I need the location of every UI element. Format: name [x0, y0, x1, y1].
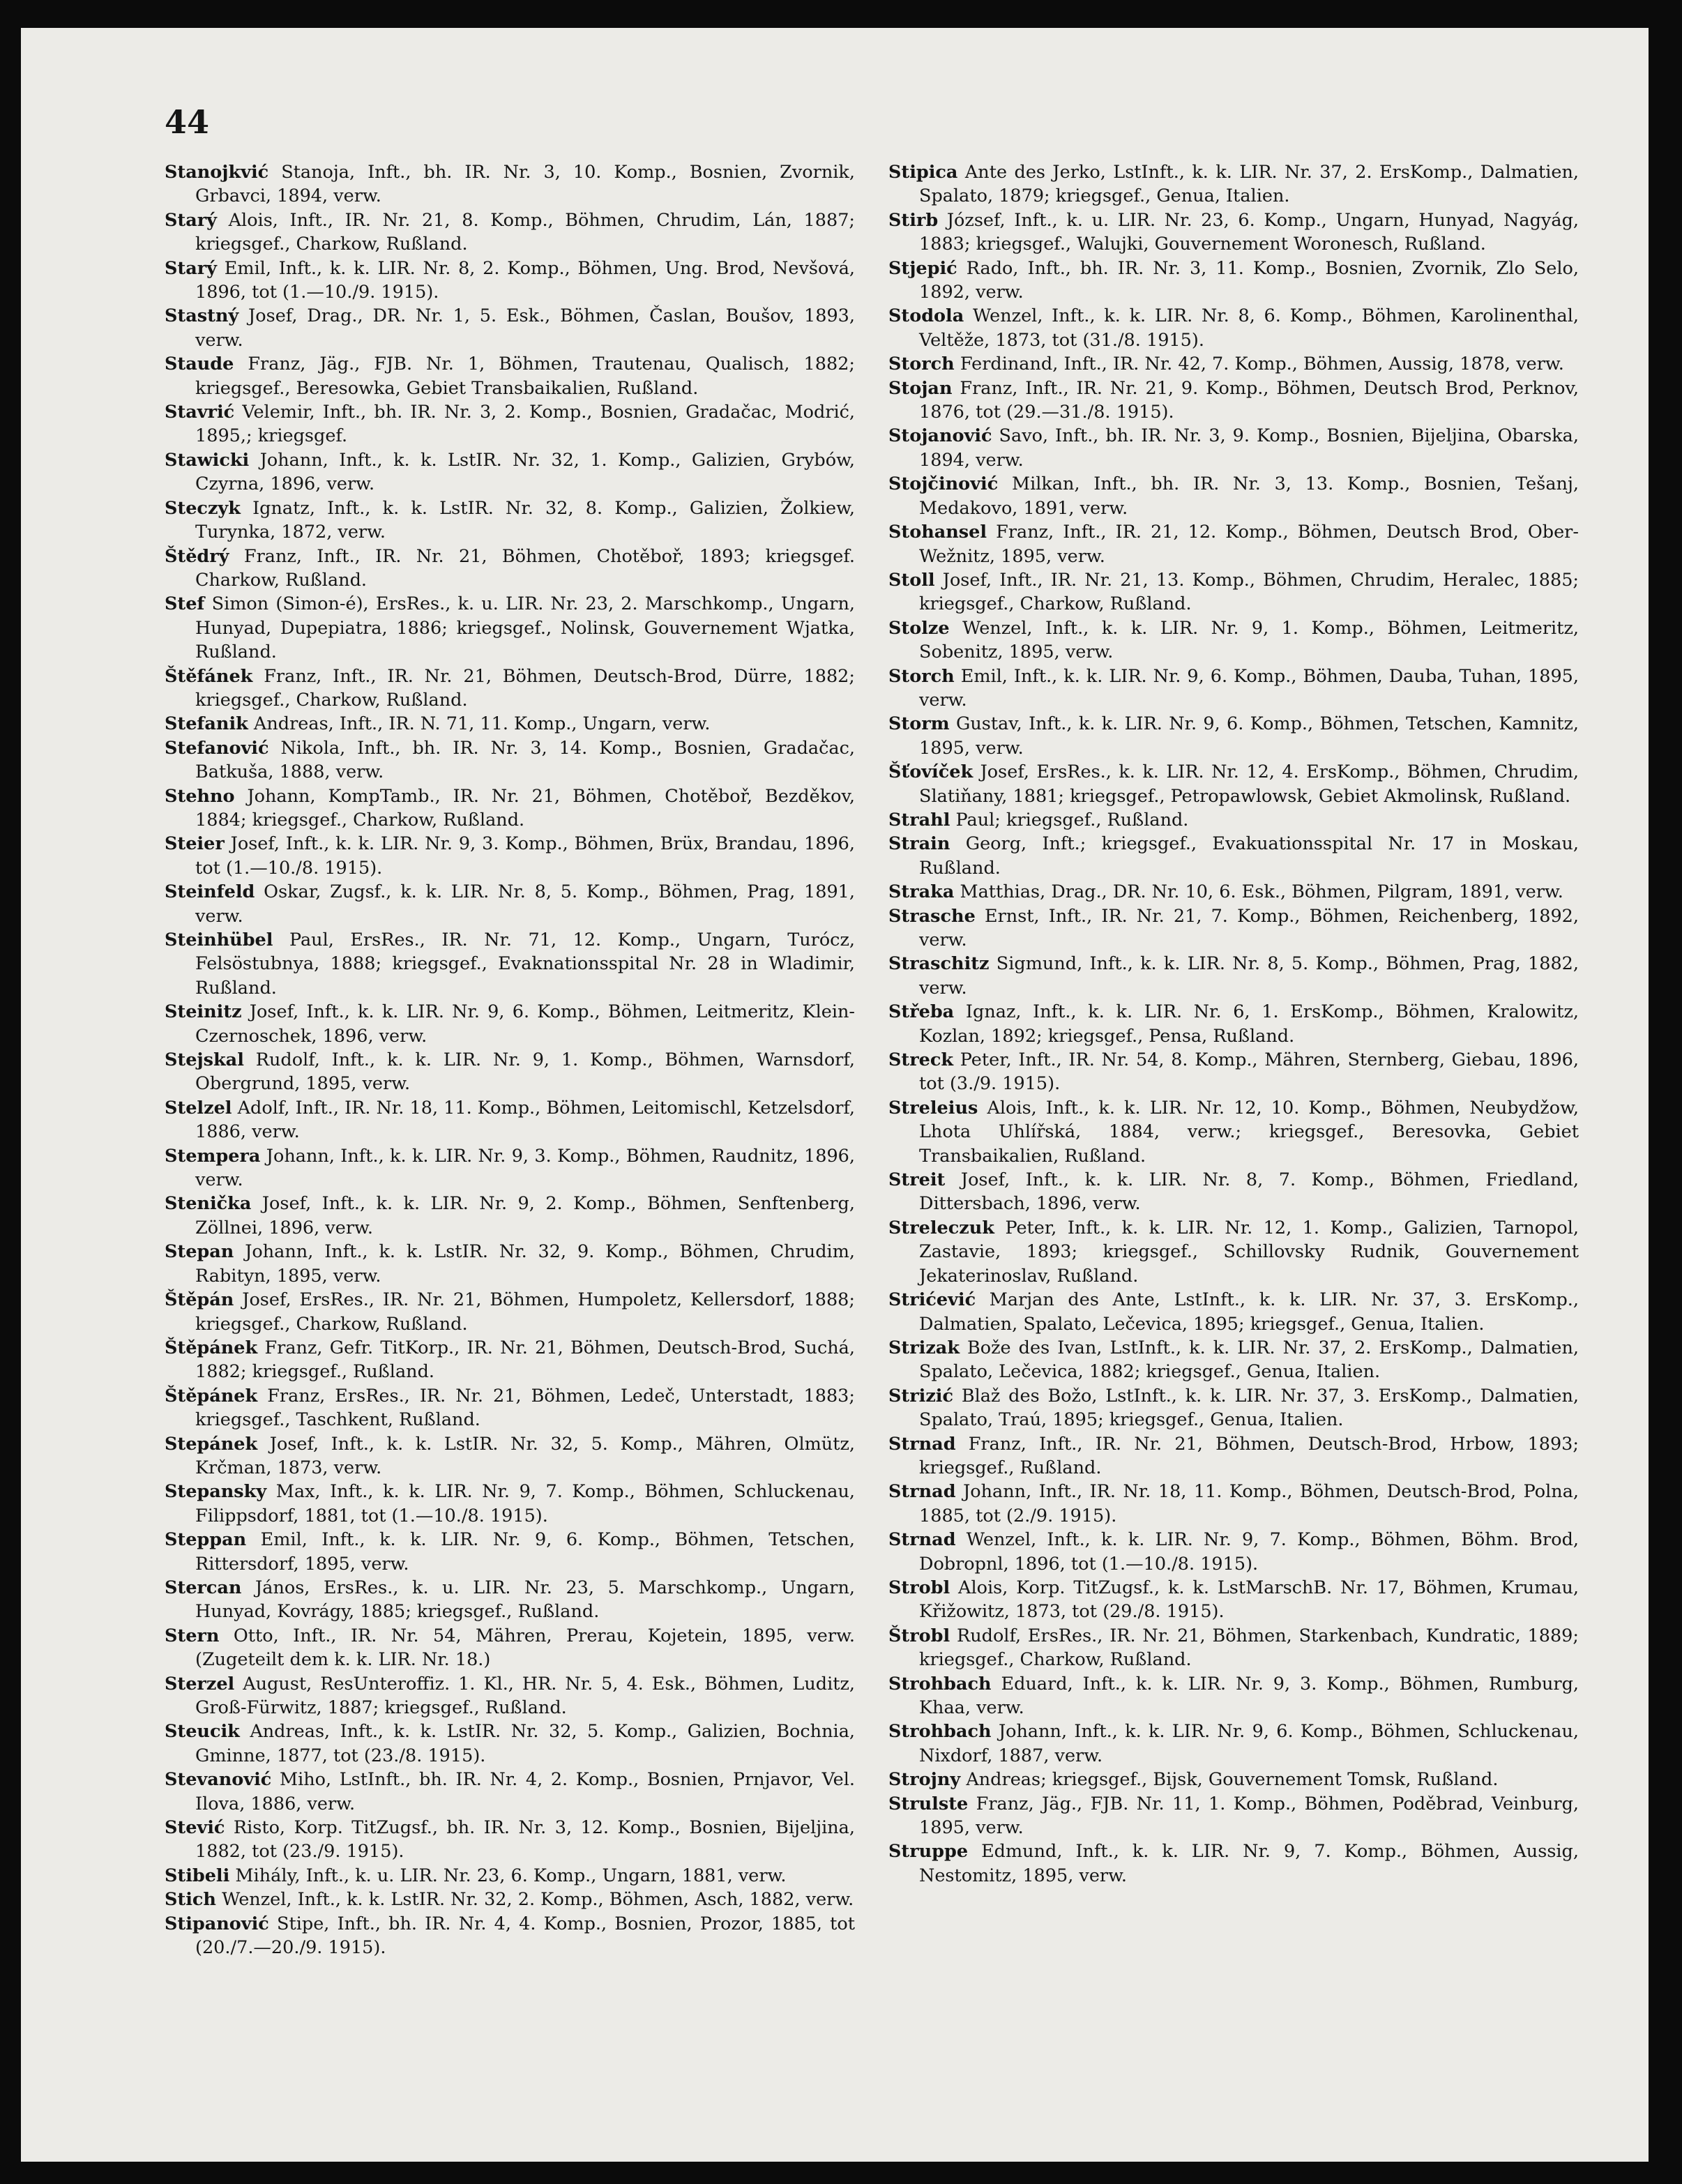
entry-details: Josef, Inft., k. k. LIR. Nr. 8, 7. Komp., Böhmen, Friedland, Dittersbach, 1896, verw. — [919, 1169, 1579, 1215]
entry-details: Otto, Inft., IR. Nr. 54, Mähren, Prerau, Kojetein, 1895, verw. (Zugeteilt dem k. k. LIR. Nr. 18.) — [195, 1625, 855, 1671]
entry-details: Risto, Korp. TitZugsf., bh. IR. Nr. 3, 12. Komp., Bosnien, Bijeljina, 1882, tot (23./9. 1915). — [195, 1817, 855, 1863]
register-entry — [888, 424, 1579, 472]
register-entry — [165, 1096, 855, 1144]
entry-surname: Stern — [165, 1625, 220, 1646]
entry-details: Emil, Inft., k. k. LIR. Nr. 9, 6. Komp., Böhmen, Dauba, Tuhan, 1895, verw. — [919, 665, 1579, 711]
entry-surname: Strnad — [888, 1433, 956, 1455]
register-entry — [888, 1768, 1579, 1791]
entry-surname: Stich — [165, 1889, 216, 1911]
entry-details: Matthias, Drag., DR. Nr. 10, 6. Esk., Böhmen, Pilgram, 1891, verw. — [960, 881, 1563, 903]
entry-surname: Štěpánek — [165, 1385, 258, 1406]
entry-details: Johann, Inft., k. k. LstIR. Nr. 32, 1. Komp., Galizien, Grybów, Czyrna, 1896, verw. — [195, 449, 855, 495]
entry-surname: Stefanović — [165, 737, 269, 759]
entry-surname: Stempera — [165, 1145, 261, 1167]
register-entry — [165, 545, 855, 593]
register-entry — [165, 712, 855, 736]
entry-details: Josef, ErsRes., IR. Nr. 21, Böhmen, Humpoletz, Kellersdorf, 1888; kriegsgef., Charkow, Rußland. — [195, 1289, 855, 1335]
entry-details: Eduard, Inft., k. k. LIR. Nr. 9, 3. Komp., Böhmen, Rumburg, Khaa, verw. — [919, 1673, 1579, 1718]
entry-details: Emil, Inft., k. k. LIR. Nr. 9, 6. Komp., Böhmen, Tetschen, Rittersdorf, 1895, verw. — [195, 1529, 855, 1575]
entry-details: Johann, Inft., IR. Nr. 18, 11. Komp., Böhmen, Deutsch-Brod, Polna, 1885, tot (2./9. 1915). — [919, 1481, 1579, 1526]
entry-surname: Sterzel — [165, 1673, 235, 1694]
entry-surname: Straka — [888, 881, 955, 903]
entry-surname: Strobl — [888, 1577, 950, 1598]
register-entry — [165, 448, 855, 496]
register-entry — [888, 1048, 1579, 1096]
register-entry — [165, 1384, 855, 1432]
entry-details: Ignatz, Inft., k. k. LstIR. Nr. 32, 8. Komp., Galizien, Žolkiew, Turynka, 1872, verw. — [195, 497, 855, 543]
entry-details: Josef, Inft., k. k. LIR. Nr. 9, 6. Komp., Böhmen, Leitmeritz, Klein-Czernoschek, 1896, verw. — [195, 1001, 855, 1047]
entry-details: Rudolf, ErsRes., IR. Nr. 21, Böhmen, Starkenbach, Kundratic, 1889; kriegsgef., Charkow, Rußland. — [919, 1625, 1579, 1671]
entry-surname: Starý — [165, 257, 217, 279]
entry-details: Franz, Jäg., FJB. Nr. 1, Böhmen, Trautenau, Qualisch, 1882; kriegsgef., Beresowka, Gebiet Transbaikalien, Rußland. — [195, 354, 855, 399]
entry-surname: Štěfánek — [165, 665, 253, 687]
entry-surname: Starý — [165, 209, 217, 231]
entry-details: Franz, Inft., IR. Nr. 21, Böhmen, Deutsch-Brod, Dürre, 1882; kriegsgef., Charkow, Rußland. — [195, 665, 855, 711]
entry-surname: Stehno — [165, 785, 235, 807]
register-entry — [165, 400, 855, 448]
entry-surname: Strojny — [888, 1769, 961, 1791]
register-entry — [888, 520, 1579, 568]
entry-surname: Stercan — [165, 1577, 242, 1598]
entry-surname: Streleczuk — [888, 1217, 994, 1238]
register-entry — [165, 1048, 855, 1096]
entry-surname: Strizić — [888, 1385, 954, 1406]
register-entry — [888, 1096, 1579, 1168]
register-entry — [888, 712, 1579, 760]
entry-details: Franz, Inft., IR. 21, 12. Komp., Böhmen, Deutsch Brod, Ober-Wežnitz, 1895, verw. — [919, 522, 1579, 567]
register-entry — [165, 928, 855, 1000]
entry-surname: Streit — [888, 1169, 946, 1191]
entry-details: Wenzel, Inft., k. k. LIR. Nr. 9, 1. Komp., Böhmen, Leitmeritz, Sobenitz, 1895, verw. — [919, 617, 1579, 663]
entry-details: Sigmund, Inft., k. k. LIR. Nr. 8, 5. Komp., Böhmen, Prag, 1882, verw. — [919, 953, 1579, 999]
entry-details: Edmund, Inft., k. k. LIR. Nr. 9, 7. Komp., Böhmen, Aussig, Nestomitz, 1895, verw. — [919, 1841, 1579, 1886]
entry-surname: Střeba — [888, 1001, 955, 1023]
entry-details: János, ErsRes., k. u. LIR. Nr. 23, 5. Marschkomp., Ungarn, Hunyad, Kovrágy, 1885; kriegsgef., Rußland. — [195, 1577, 855, 1623]
entry-surname: Stević — [165, 1817, 225, 1839]
register-entry — [165, 1912, 855, 1960]
register-entry — [888, 1840, 1579, 1888]
entry-details: Johann, Inft., k. k. LstIR. Nr. 32, 9. Komp., Böhmen, Chrudim, Rabityn, 1895, verw. — [195, 1241, 855, 1287]
entry-details: Ernst, Inft., IR. Nr. 21, 7. Komp., Böhmen, Reichenberg, 1892, verw. — [919, 905, 1579, 950]
entry-details: Alois, Korp. TitZugsf., k. k. LstMarschB. Nr. 17, Böhmen, Krumau, Křižowitz, 1873, tot (29./8. 1915). — [919, 1577, 1579, 1623]
entry-details: Nikola, Inft., bh. IR. Nr. 3, 14. Komp., Bosnien, Gradačac, Batkuša, 1888, verw. — [195, 737, 855, 783]
register-entry — [165, 1192, 855, 1240]
register-entry — [888, 616, 1579, 665]
register-entry — [888, 1432, 1579, 1480]
register-entry — [888, 952, 1579, 1000]
entry-details: Johann, Inft., k. k. LIR. Nr. 9, 3. Komp., Böhmen, Raudnitz, 1896, verw. — [195, 1145, 855, 1191]
entry-details: Josef, Inft., k. k. LstIR. Nr. 32, 5. Komp., Mähren, Olmütz, Krčman, 1873, verw. — [195, 1433, 855, 1478]
register-entry — [165, 1240, 855, 1288]
entry-surname: Stepánek — [165, 1433, 258, 1455]
register-entry — [165, 160, 855, 208]
entry-surname: Stirb — [888, 209, 939, 231]
page-number: 44 — [165, 103, 210, 141]
register-entry — [165, 1864, 855, 1888]
entry-surname: Stepansky — [165, 1481, 267, 1503]
entry-details: Josef, Inft., k. k. LIR. Nr. 9, 2. Komp., Böhmen, Senftenberg, Zöllnei, 1896, verw. — [195, 1193, 855, 1238]
register-entry — [165, 1720, 855, 1768]
entry-details: Franz, Inft., IR. Nr. 21, Böhmen, Chotěboř, 1893; kriegsgef. Charkow, Rußland. — [195, 545, 855, 591]
register-entry — [165, 1768, 855, 1816]
register-entry — [888, 568, 1579, 616]
entry-surname: Štrobl — [888, 1625, 950, 1646]
entry-details: Wenzel, Inft., k. k. LIR. Nr. 8, 6. Komp., Böhmen, Karolinenthal, Veltěže, 1873, tot (31./8. 1915). — [919, 305, 1579, 351]
entry-surname: Stawicki — [165, 449, 250, 471]
entry-surname: Staude — [165, 354, 234, 375]
entry-details: Ante des Jerko, LstInft., k. k. LIR. Nr. 37, 2. ErsKomp., Dalmatien, Spalato, 1879; kriegsgef., Genua, Italien. — [919, 162, 1579, 207]
register-entry — [888, 1576, 1579, 1624]
register-entry — [888, 1480, 1579, 1528]
register-entry — [888, 472, 1579, 520]
entry-details: Josef, ErsRes., k. k. LIR. Nr. 12, 4. ErsKomp., Böhmen, Chrudim, Slatiňany, 1881; kriegsgef., Petropawlowsk, Gebiet Akmolinsk, Rußland. — [919, 761, 1579, 807]
entry-details: Emil, Inft., k. k. LIR. Nr. 8, 2. Komp., Böhmen, Ung. Brod, Nevšová, 1896, tot (1.—10./9. 1915). — [195, 257, 855, 303]
entry-surname: Strain — [888, 833, 950, 855]
entry-surname: Stefanik — [165, 713, 248, 735]
register-entry — [165, 1000, 855, 1048]
register-entry — [165, 1672, 855, 1720]
entry-surname: Steinitz — [165, 1001, 242, 1023]
entry-surname: Stojanović — [888, 425, 992, 447]
entry-surname: Steppan — [165, 1529, 247, 1551]
entry-surname: Strohbach — [888, 1721, 992, 1743]
register-entry — [888, 377, 1579, 425]
register-entry — [888, 1336, 1579, 1384]
entry-surname: Straschitz — [888, 953, 990, 975]
entry-details: Max, Inft., k. k. LIR. Nr. 9, 7. Komp., Böhmen, Schluckenau, Filippsdorf, 1881, tot (1.—10./8. 1915). — [195, 1481, 855, 1526]
entry-surname: Strnad — [888, 1481, 956, 1503]
register-entry — [165, 257, 855, 305]
register-entry — [888, 1792, 1579, 1840]
entry-surname: Storm — [888, 713, 950, 735]
register-entry — [888, 257, 1579, 305]
register-entry — [165, 665, 855, 713]
entry-surname: Strohbach — [888, 1673, 992, 1694]
register-entry — [888, 760, 1579, 808]
entry-surname: Steinhübel — [165, 930, 273, 950]
register-entry — [165, 1432, 855, 1480]
entry-surname: Stoll — [888, 569, 935, 591]
register-entry — [888, 904, 1579, 953]
entry-surname: Strahl — [888, 809, 950, 831]
entry-details: Blaž des Božo, LstInft., k. k. LIR. Nr. 37, 3. ErsKomp., Dalmatien, Spalato, Traú, 1895; kriegsgef., Genua, Italien. — [919, 1385, 1579, 1431]
entry-details: Peter, Inft., IR. Nr. 54, 8. Komp., Mähren, Sternberg, Giebau, 1896, tot (3./9. 1915). — [919, 1049, 1579, 1095]
register-entry — [888, 1168, 1579, 1216]
register-entry — [165, 592, 855, 664]
entry-details: Alois, Inft., k. k. LIR. Nr. 12, 10. Komp., Böhmen, Neubydžow, Lhota Uhlířská, 1884, verw.; kriegsgef., Beresovka, Gebiet Transbaikalien, Rußland. — [919, 1097, 1579, 1167]
entry-details: Stipe, Inft., bh. IR. Nr. 4, 4. Komp., Bosnien, Prozor, 1885, tot (20./7.—20./9. 1915). — [195, 1913, 855, 1959]
register-entry — [165, 496, 855, 545]
entry-details: Rudolf, Inft., k. k. LIR. Nr. 9, 1. Komp., Böhmen, Warnsdorf, Obergrund, 1895, verw. — [195, 1049, 855, 1095]
entry-details: Rado, Inft., bh. IR. Nr. 3, 11. Komp., Bosnien, Zvornik, Zlo Selo, 1892, verw. — [919, 257, 1579, 303]
register-entry — [888, 1384, 1579, 1432]
entry-details: Johann, Inft., k. k. LIR. Nr. 9, 6. Komp., Böhmen, Schluckenau, Nixdorf, 1887, verw. — [919, 1721, 1579, 1766]
register-entry — [888, 1624, 1579, 1672]
entry-surname: Steier — [165, 833, 225, 855]
entry-details: Paul; kriegsgef., Rußland. — [955, 809, 1189, 831]
entry-surname: Stef — [165, 593, 205, 615]
entry-surname: Stanojkvić — [165, 162, 269, 183]
entry-surname: Štěpánek — [165, 1337, 258, 1358]
entry-surname: Stojčinović — [888, 473, 999, 495]
entry-surname: Štěpán — [165, 1289, 234, 1311]
entry-details: József, Inft., k. u. LIR. Nr. 23, 6. Komp., Ungarn, Hunyad, Nagyág, 1883; kriegsgef., Walujki, Gouvernement Woronesch, Rußland. — [919, 209, 1579, 255]
entry-details: Alois, Inft., IR. Nr. 21, 8. Komp., Böhmen, Chrudim, Lán, 1887; kriegsgef., Charkow, Rußland. — [195, 209, 855, 255]
register-entry — [165, 832, 855, 880]
register-entry — [888, 160, 1579, 208]
entry-details: August, ResUnteroffiz. 1. Kl., HR. Nr. 5, 4. Esk., Böhmen, Luditz, Groß-Fürwitz, 1887; kriegsgef., Rußland. — [195, 1673, 855, 1718]
entry-details: Gustav, Inft., k. k. LIR. Nr. 9, 6. Komp., Böhmen, Tetschen, Kamnitz, 1895, verw. — [919, 713, 1579, 759]
entry-details: Franz, Gefr. TitKorp., IR. Nr. 21, Böhmen, Deutsch-Brod, Suchá, 1882; kriegsgef., Rußland. — [195, 1337, 855, 1383]
entry-details: Andreas, Inft., IR. N. 71, 11. Komp., Ungarn, verw. — [253, 713, 711, 735]
entry-details: Savo, Inft., bh. IR. Nr. 3, 9. Komp., Bosnien, Bijeljina, Obarska, 1894, verw. — [919, 425, 1579, 471]
register-entry — [165, 1576, 855, 1624]
entry-details: Miho, LstInft., bh. IR. Nr. 4, 2. Komp., Bosnien, Prnjavor, Vel. Ilova, 1886, verw. — [195, 1769, 855, 1814]
entry-details: Wenzel, Inft., k. k. LIR. Nr. 9, 7. Komp., Böhmen, Böhm. Brod, Dobropnl, 1896, tot (1.—10./8. 1915). — [919, 1529, 1579, 1575]
entry-details: Josef, Inft., k. k. LIR. Nr. 9, 3. Komp., Böhmen, Brüx, Brandau, 1896, tot (1.—10./8. 1915). — [195, 833, 855, 879]
register-entry — [888, 1672, 1579, 1720]
entry-details: Milkan, Inft., bh. IR. Nr. 3, 13. Komp., Bosnien, Tešanj, Medakovo, 1891, verw. — [919, 473, 1579, 519]
entry-surname: Storch — [888, 354, 955, 375]
entry-surname: Stjepić — [888, 257, 957, 279]
register-entry — [888, 208, 1579, 257]
entry-surname: Stastný — [165, 305, 239, 327]
entry-details: Wenzel, Inft., k. k. LstIR. Nr. 32, 2. Komp., Böhmen, Asch, 1882, verw. — [222, 1889, 854, 1911]
entry-details: Bože des Ivan, LstInft., k. k. LIR. Nr. 37, 2. ErsKomp., Dalmatien, Spalato, Lečevica, 1882; kriegsgef., Genua, Italien. — [919, 1337, 1579, 1383]
entry-surname: Strulste — [888, 1793, 969, 1814]
register-entry — [165, 304, 855, 352]
register-entry — [165, 1888, 855, 1911]
entry-details: Peter, Inft., k. k. LIR. Nr. 12, 1. Komp., Galizien, Tarnopol, Zastavie, 1893; kriegsgef., Schillovsky Rudnik, Gouvernement Jekaterinoslav, Rußland. — [919, 1217, 1579, 1287]
entry-details: Adolf, Inft., IR. Nr. 18, 11. Komp., Böhmen, Leitomischl, Ketzelsdorf, 1886, verw. — [195, 1097, 855, 1143]
entry-details: Stanoja, Inft., bh. IR. Nr. 3, 10. Komp., Bosnien, Zvornik, Grbavci, 1894, verw. — [195, 162, 855, 207]
entry-surname: Stolze — [888, 617, 950, 639]
entry-surname: Štědrý — [165, 545, 229, 567]
entry-details: Oskar, Zugsf., k. k. LIR. Nr. 8, 5. Komp., Böhmen, Prag, 1891, verw. — [195, 881, 855, 927]
entry-details: Franz, ErsRes., IR. Nr. 21, Böhmen, Ledeč, Unterstadt, 1883; kriegsgef., Taschkent, Rußland. — [195, 1385, 855, 1431]
entry-details: Mihály, Inft., k. u. LIR. Nr. 23, 6. Komp., Ungarn, 1881, verw. — [235, 1865, 787, 1886]
entry-surname: Stenička — [165, 1193, 252, 1215]
entry-surname: Šťovíček — [888, 761, 973, 783]
entry-surname: Stojan — [888, 377, 953, 399]
entry-details: Franz, Inft., IR. Nr. 21, 9. Komp., Böhmen, Deutsch Brod, Perknov, 1876, tot (29.—31./8. 1915). — [919, 377, 1579, 423]
entry-details: Andreas, Inft., k. k. LstIR. Nr. 32, 5. Komp., Galizien, Bochnia, Gminne, 1877, tot (23./8. 1915). — [195, 1721, 855, 1766]
register-entry — [165, 1480, 855, 1528]
register-entry — [165, 352, 855, 400]
entry-details: Franz, Jäg., FJB. Nr. 11, 1. Komp., Böhmen, Poděbrad, Veinburg, 1895, verw. — [919, 1793, 1579, 1839]
entry-details: Josef, Drag., DR. Nr. 1, 5. Esk., Böhmen, Časlan, Boušov, 1893, verw. — [195, 305, 855, 351]
entry-details: Simon (Simon-é), ErsRes., k. u. LIR. Nr. 23, 2. Marschkomp., Ungarn, Hunyad, Dupepiatra, 1886; kriegsgef., Nolinsk, Gouvernement Wjatka, Rußland. — [195, 593, 855, 663]
entry-surname: Stejskal — [165, 1049, 244, 1071]
entry-surname: Strnad — [888, 1529, 956, 1551]
entry-details: Andreas; kriegsgef., Bijsk, Gouvernement Tomsk, Rußland. — [966, 1769, 1499, 1791]
entry-details: Josef, Inft., IR. Nr. 21, 13. Komp., Böhmen, Chrudim, Heralec, 1885; kriegsgef., Charkow, Rußland. — [919, 569, 1579, 615]
entry-surname: Stohansel — [888, 522, 987, 543]
entry-surname: Streleius — [888, 1097, 978, 1118]
entry-surname: Stipica — [888, 162, 958, 183]
entry-surname: Stipanović — [165, 1913, 269, 1934]
left-column — [165, 160, 855, 2127]
entry-surname: Stepan — [165, 1241, 234, 1263]
register-entry — [165, 1288, 855, 1336]
entry-surname: Strićević — [888, 1289, 976, 1311]
register-entry — [165, 1816, 855, 1864]
entry-surname: Strizak — [888, 1337, 960, 1358]
entry-details: Franz, Inft., IR. Nr. 21, Böhmen, Deutsch-Brod, Hrbow, 1893; kriegsgef., Rußland. — [919, 1433, 1579, 1478]
register-entry — [888, 352, 1579, 376]
register-entry — [165, 1624, 855, 1672]
entry-surname: Steinfeld — [165, 881, 255, 903]
entry-surname: Streck — [888, 1049, 954, 1071]
register-entry — [165, 1528, 855, 1576]
entry-details: Georg, Inft.; kriegsgef., Evakuationsspital Nr. 17 in Moskau, Rußland. — [919, 833, 1579, 879]
entry-details: Ferdinand, Inft., IR. Nr. 42, 7. Komp., Böhmen, Aussig, 1878, verw. — [960, 354, 1564, 375]
page — [21, 28, 1649, 2162]
entry-surname: Stelzel — [165, 1097, 232, 1118]
register-entry — [888, 304, 1579, 352]
entry-details: Marjan des Ante, LstInft., k. k. LIR. Nr. 37, 3. ErsKomp., Dalmatien, Spalato, Lečevica, 1895; kriegsgef., Genua, Italien. — [919, 1289, 1579, 1335]
register-entry — [888, 1720, 1579, 1768]
register-entry — [165, 208, 855, 257]
entry-surname: Struppe — [888, 1841, 969, 1863]
entry-surname: Stodola — [888, 305, 964, 327]
register-entry — [888, 1288, 1579, 1336]
entry-surname: Steucik — [165, 1721, 240, 1743]
entry-details: Johann, KompTamb., IR. Nr. 21, Böhmen, Chotěboř, Bezděkov, 1884; kriegsgef., Charkow, Rußland. — [195, 785, 855, 831]
entry-surname: Storch — [888, 665, 955, 687]
entry-details: Ignaz, Inft., k. k. LIR. Nr. 6, 1. ErsKomp., Böhmen, Kralowitz, Kozlan, 1892; kriegsgef., Pensa, Rußland. — [919, 1001, 1579, 1047]
register-entry — [888, 1000, 1579, 1048]
register-entry — [888, 1528, 1579, 1576]
register-entry — [888, 832, 1579, 880]
register-entry — [165, 880, 855, 928]
register-entry — [888, 1216, 1579, 1288]
register-entry — [165, 1336, 855, 1384]
register-entry — [888, 880, 1579, 904]
entry-surname: Stavrić — [165, 402, 235, 423]
entry-details: Paul, ErsRes., IR. Nr. 71, 12. Komp., Ungarn, Turócz, Felsöstubnya, 1888; kriegsgef., Evaknationsspital Nr. 28 in Wladimir, Rußland. — [195, 930, 855, 999]
right-column — [888, 160, 1579, 2127]
entry-surname: Strasche — [888, 905, 976, 927]
entry-surname: Steczyk — [165, 497, 241, 519]
entry-details: Velemir, Inft., bh. IR. Nr. 3, 2. Komp., Bosnien, Gradačac, Modrić, 1895,; kriegsgef. — [195, 402, 855, 447]
register-entry — [165, 736, 855, 784]
entry-surname: Stevanović — [165, 1769, 272, 1791]
entry-surname: Stibeli — [165, 1865, 230, 1886]
register-entry — [888, 808, 1579, 832]
register-entry — [888, 665, 1579, 713]
register-entry — [165, 784, 855, 833]
register-entry — [165, 1144, 855, 1192]
